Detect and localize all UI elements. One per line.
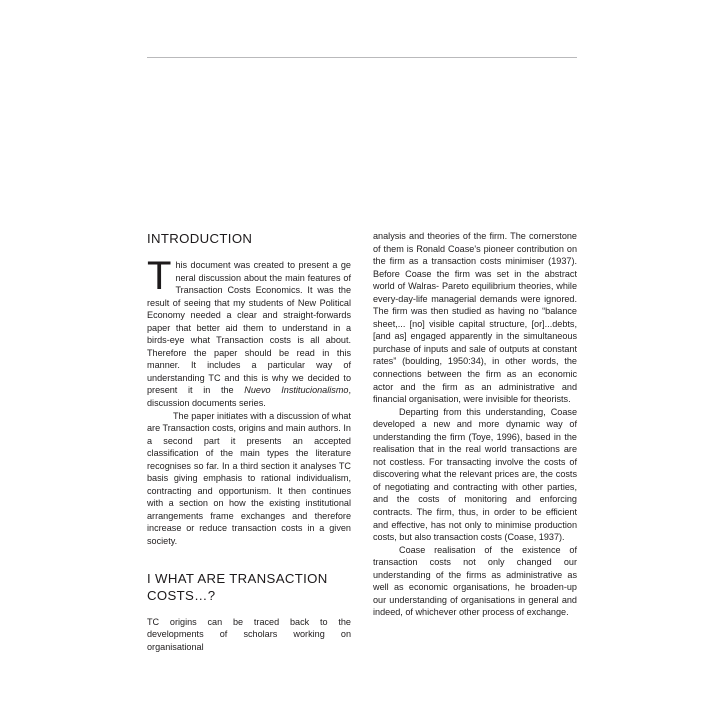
left-text-column: [147, 230, 351, 653]
intro-paragraph-block: [147, 254, 351, 410]
subsection-title: I WHAT ARE TRANSACTION COSTS…?: [147, 570, 328, 604]
paragraph-coase-dynamic-view: Departing from this understanding, Coase developed a new and more dynamic way of understanding the firm (Toye, 1996), based in the realisation that in the real world transactions are not costless. For transacting involve the costs of discovering what the relevant prices are, the costs of negotiating and contracting with other parties, and the costs of monitoring and enforcing contracts. The firm, thus, in order to be efficient and effective, has not only to minimise production costs, but also transaction costs (Coase, 1937).: [373, 406, 577, 543]
paragraph-intro-text: his document was created to present a ge neral discussion about the main features of Transaction Costs Economics. It was the result of seeing that my students of New Political Economy needed a clear and straight-forwards paper that better aid them to understand in a birds-eye what Transaction costs is all about. Therefore the paper should be read in this manner. It includes a particular way of understanding TC and this is why we decided to present it in the: [147, 260, 351, 396]
paragraph-tc-origins: TC origins can be traced back to the developments of scholars working on organisational: [147, 616, 351, 652]
paragraph-intro: [147, 254, 351, 410]
drop-cap-letter: T: [147, 254, 172, 298]
paragraph-overview: The paper initiates with a discussion of what are Transaction costs, origins and main authors. In a second part it presents an accepted classification of the main types the literature recognises so far. In a third section it analyses TC basis giving emphasis to rational individualism, contracting and opportunism. It then continues with a section on how the existing institutional arrangements frame exchanges and therefore increase or reduce transaction costs in a given society.: [147, 410, 351, 547]
page-title: INTRODUCTION: [147, 231, 253, 246]
paragraph-coase-contribution: analysis and theories of the firm. The cornerstone of them is Ronald Coase's pioneer contribution on the firm as a transaction costs minimiser (1937). Before Coase the firm was set in the abstract world of Walras- Pareto equilibrium theories, while every-day-life managerial demands were ignored. The firm was then studied as having no “balance sheet,... [no] visible capital structure, [or]...debts, [and as] engaged apparently in the simultaneous purchase of inputs and sale of outputs at constant rates” (boulding, 1950:34), in other words, the connections between the firm as an economic actor and the firm as an administrative and financial organisation, were invisible for theorists.: [373, 231, 577, 405]
right-text-column: [373, 230, 577, 619]
paragraph-intro-tail: , discussion documents series.: [147, 385, 351, 409]
series-title-italic: Nuevo Institucionalismo: [244, 385, 349, 396]
header-horizontal-rule: [147, 57, 577, 58]
paragraph-coase-realisation: Coase realisation of the existence of transaction costs not only changed our understanding of the firms as administrative as well as economic organisations, he broaden-up our understanding of organisations in general and indeed, of whichever other process of exchange.: [373, 544, 577, 618]
